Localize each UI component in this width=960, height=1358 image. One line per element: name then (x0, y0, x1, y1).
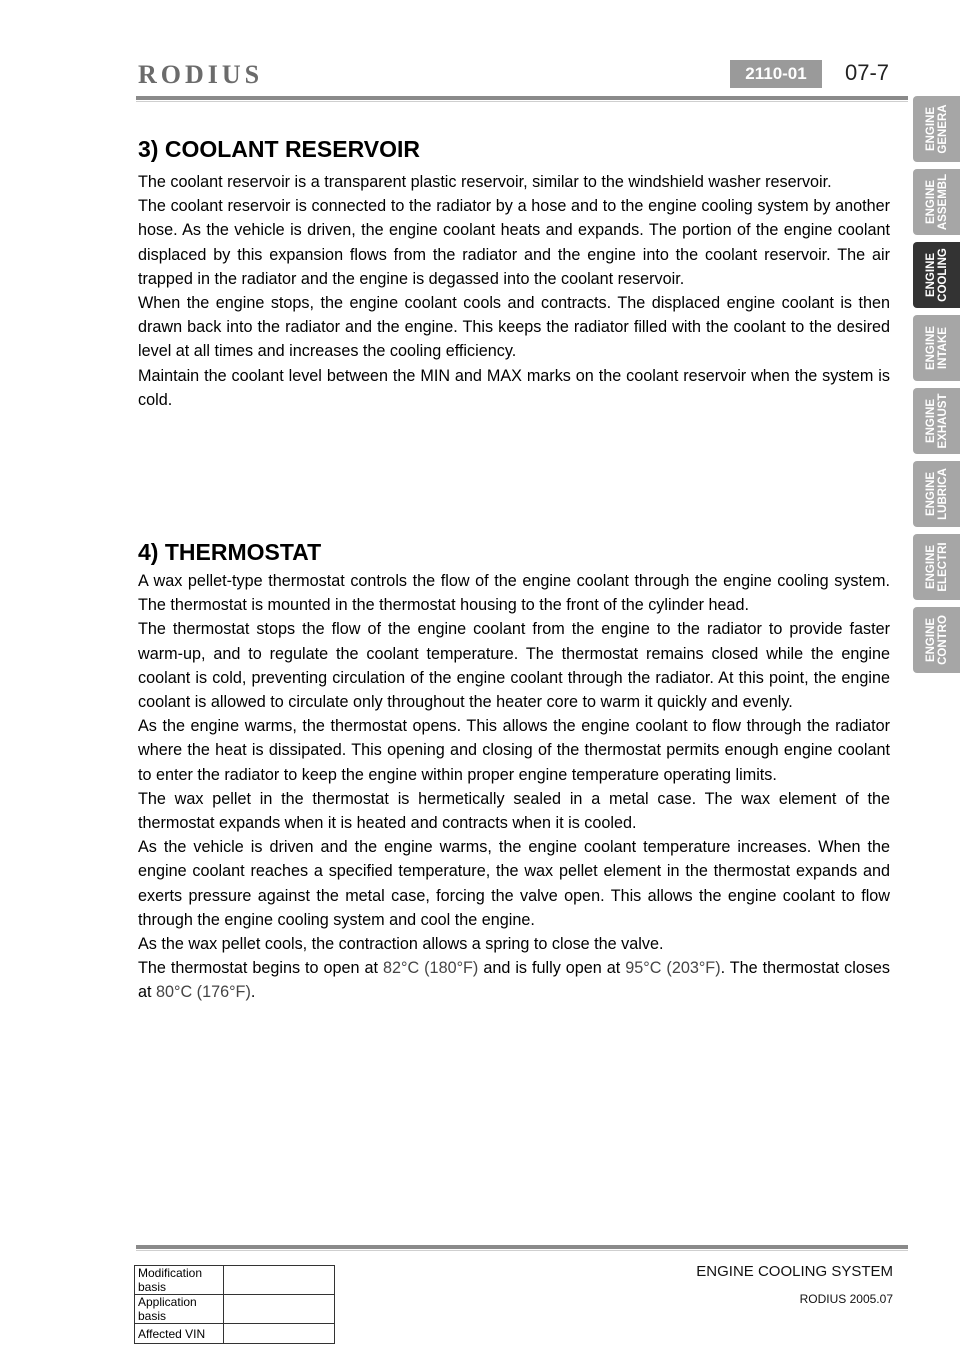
tab-label-line2: CONTRO (936, 615, 949, 665)
paragraph: When the engine stops, the engine coolant cools and contracts. The displaced engine coolant is then drawn back into the radiator and the engine. This keeps the radiator filled with the coolant to the desired level at all times and increases the cooling efficiency. (138, 294, 890, 361)
tab-engine-control[interactable] (913, 607, 960, 673)
section-title: 4) THERMOSTAT (138, 539, 322, 565)
table-row (135, 1295, 335, 1324)
paragraph: The coolant reservoir is connected to the radiator by a hose and to the engine cooling system by another hose. As the vehicle is driven, the engine coolant heats and expands. The portion of the engine coolant displaced by this expansion flows from the radiator and the engine into the coolant reservoir. The air trapped in the radiator and the engine is degassed into the coolant reservoir. (138, 197, 890, 288)
tab-label-line2: INTAKE (936, 327, 949, 369)
table-label: Application basis (135, 1295, 224, 1324)
open-temperature: 82°C (180°F) (383, 959, 479, 978)
text-run: and is fully open at (483, 959, 621, 978)
footer-divider (136, 1245, 908, 1249)
footer-divider-shadow (136, 1250, 908, 1251)
tab-engine-general[interactable] (913, 96, 960, 162)
tab-engine-intake[interactable] (913, 315, 960, 381)
tab-label-line1: ENGINE (924, 179, 937, 225)
section-coolant-reservoir (138, 136, 890, 412)
table-label: Affected VIN (135, 1324, 224, 1344)
modification-table (134, 1265, 335, 1344)
section-thermostat (138, 539, 890, 1005)
tab-label-line1: ENGINE (924, 471, 937, 517)
paragraph: The wax pellet in the thermostat is hermetically sealed in a metal case. The wax element of the thermostat expands when it is heated and contracts when it is cooled. (138, 789, 890, 833)
section-code-badge: 2110-01 (730, 60, 822, 88)
tab-label-line1: ENGINE (924, 617, 937, 663)
text-run: . (250, 983, 256, 1002)
tab-engine-cooling[interactable] (913, 242, 960, 308)
temperature-paragraph (138, 956, 890, 1004)
tab-label-line1: ENGINE (924, 325, 937, 371)
section-title: 3) COOLANT RESERVOIR (138, 136, 420, 162)
tab-label-line1: ENGINE (924, 252, 937, 298)
paragraph: Maintain the coolant level between the MIN and MAX marks on the coolant reservoir when the system is cold. (138, 366, 890, 409)
header-divider (136, 96, 908, 100)
paragraph: As the wax pellet cools, the contraction allows a spring to close the valve. (138, 935, 664, 954)
paragraph: The thermostat stops the flow of the engine coolant from the engine to the radiator to provide faster warm-up, and to regulate the coolant temperature. The thermostat remains closed while the engine coolant is cold, preventing circulation of the engine coolant through the radiator. At this point, the engine coolant is allowed to circulate only throughout the heater core to warm it quickly and evenly. (138, 620, 890, 712)
table-row (135, 1266, 335, 1295)
table-row (135, 1324, 335, 1344)
paragraph: As the engine warms, the thermostat opens. This allows the engine coolant to flow through the radiator where the heat is dissipated. This opening and closing of the thermostat permits enough engine coolant to enter the radiator to keep the engine within proper engine temperature operating limits. (138, 717, 890, 784)
footer-subtitle: RODIUS 2005.07 (799, 1292, 893, 1306)
table-value (224, 1266, 335, 1295)
tab-label-line2: LUBRICA (936, 468, 949, 520)
tab-engine-exhaust[interactable] (913, 388, 960, 454)
paragraph: A wax pellet-type thermostat controls the flow of the engine coolant through the engine cooling system. The thermostat is mounted in the thermostat housing to the front of the cylinder head. (138, 572, 890, 615)
paragraph: The coolant reservoir is a transparent plastic reservoir, similar to the windshield washer reservoir. (138, 173, 832, 191)
page-number: 07-7 (845, 60, 890, 85)
tab-label-line2: ASSEMBL (936, 173, 949, 231)
tab-engine-electrical[interactable] (913, 534, 960, 600)
text-run: The thermostat begins to open at (138, 959, 379, 978)
header-divider-shadow (136, 101, 908, 102)
table-label: Modification basis (135, 1266, 224, 1295)
table-value (224, 1324, 335, 1344)
footer-title: ENGINE COOLING SYSTEM (696, 1263, 893, 1280)
tab-label-line1: ENGINE (924, 398, 937, 444)
brand-logo: RODIUS (138, 60, 264, 89)
table-value (224, 1295, 335, 1324)
tab-label-line1: ENGINE (924, 106, 937, 152)
tab-label-line1: ENGINE (924, 544, 937, 590)
full-open-temperature: 95°C (203°F) (625, 959, 721, 978)
tab-label-line2: GENERA (936, 104, 949, 154)
text-run: . The thermostat closes at (138, 959, 891, 1002)
tab-label-line2: COOLING (936, 248, 949, 302)
tab-engine-assembly[interactable] (913, 169, 960, 235)
tab-label-line2: ELECTRI (936, 542, 949, 592)
close-temperature: 80°C (176°F) (156, 983, 251, 1002)
tab-label-line2: EXHAUST (936, 393, 949, 449)
paragraph: As the vehicle is driven and the engine warms, the engine coolant temperature increases. When the engine coolant reaches a specified temperature, the wax pellet element in the thermostat expands and exerts pressure against the metal case, forcing the valve open. This allows the engine coolant to flow through the engine cooling system and cool the engine. (138, 838, 890, 929)
tab-engine-lubrication[interactable] (913, 461, 960, 527)
